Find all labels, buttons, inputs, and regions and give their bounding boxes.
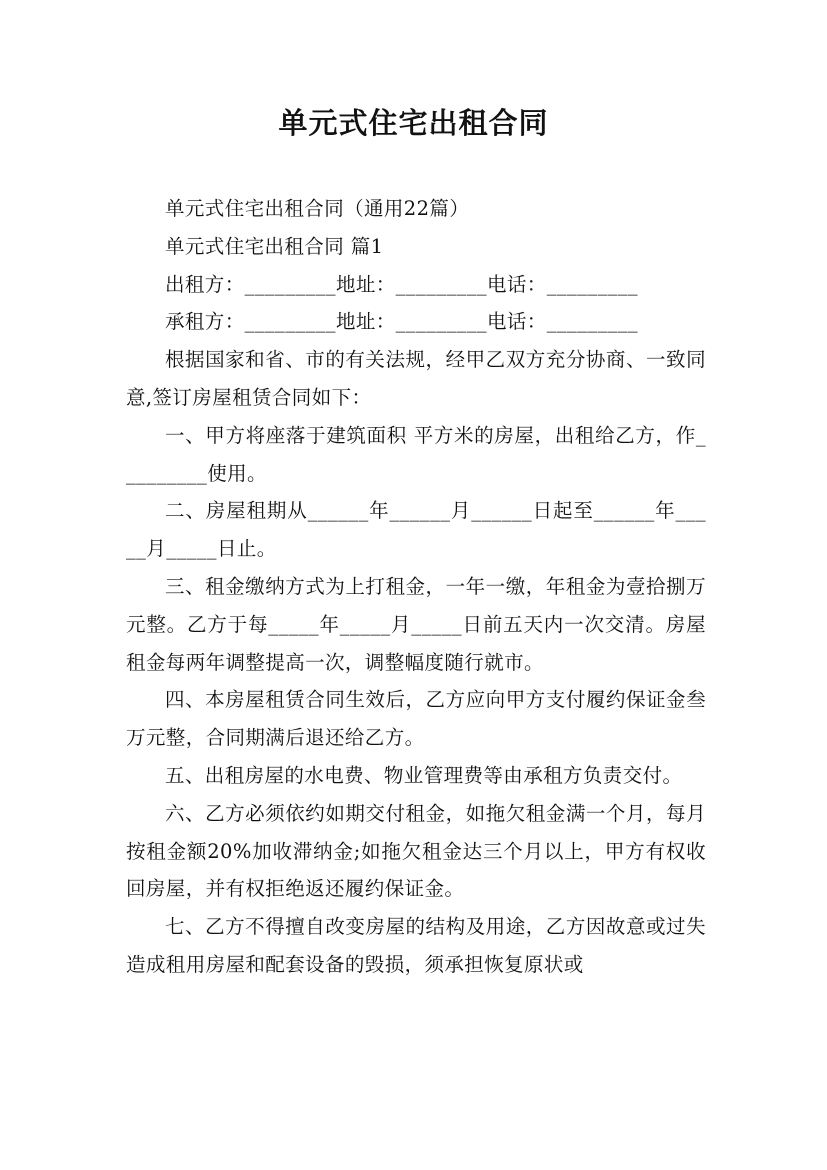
paragraph-clause-6: 六、乙方必须依约如期交付租金，如拖欠租金满一个月，每月按租金额20%加收滞纳金;如拖欠租金达三个月以上，甲方有权收回房屋，并有权拒绝返还履约保证金。 <box>126 801 706 901</box>
paragraph-clause-7: 七、乙方不得擅自改变房屋的结构及用途，乙方因故意或过失造成租用房屋和配套设备的毁损，须承担恢复原状或 <box>126 915 706 976</box>
paragraph-clause-4: 四、本房屋租赁合同生效后，乙方应向甲方支付履约保证金叁万元整，合同期满后退还给乙方。 <box>126 688 706 750</box>
paragraph-section-heading: 单元式住宅出租合同 篇1 <box>165 234 384 258</box>
paragraph-clause-3: 三、租金缴纳方式为上打租金，一年一缴，年租金为壹拾捌万元整。乙方于每_____年_____月_____日前五天内一次交清。房屋租金每两年调整提高一次，调整幅度随行就市。 <box>126 574 706 674</box>
paragraph-clause-1: 一、甲方将座落于建筑面积 平方米的房屋，出租给乙方，作_________使用。 <box>126 423 706 485</box>
paragraph-lessor-line: 出租方：_________地址：_________电话：_________ <box>165 272 639 296</box>
paragraph-subtitle: 单元式住宅出租合同（通用22篇） <box>165 197 470 220</box>
document-body <box>126 190 706 984</box>
document-title: 单元式住宅出租合同 <box>278 106 549 140</box>
paragraph-clause-2: 二、房屋租期从______年______月______日起至______年_____月_____日止。 <box>126 499 706 561</box>
paragraph-clause-5: 五、出租房屋的水电费、物业管理费等由承租方负责交付。 <box>165 763 683 787</box>
paragraph-preamble: 根据国家和省、市的有关法规，经甲乙双方充分协商、一致同意,签订房屋租赁合同如下： <box>126 348 706 409</box>
paragraph-lessee-line: 承租方：_________地址：_________电话：_________ <box>165 310 639 334</box>
